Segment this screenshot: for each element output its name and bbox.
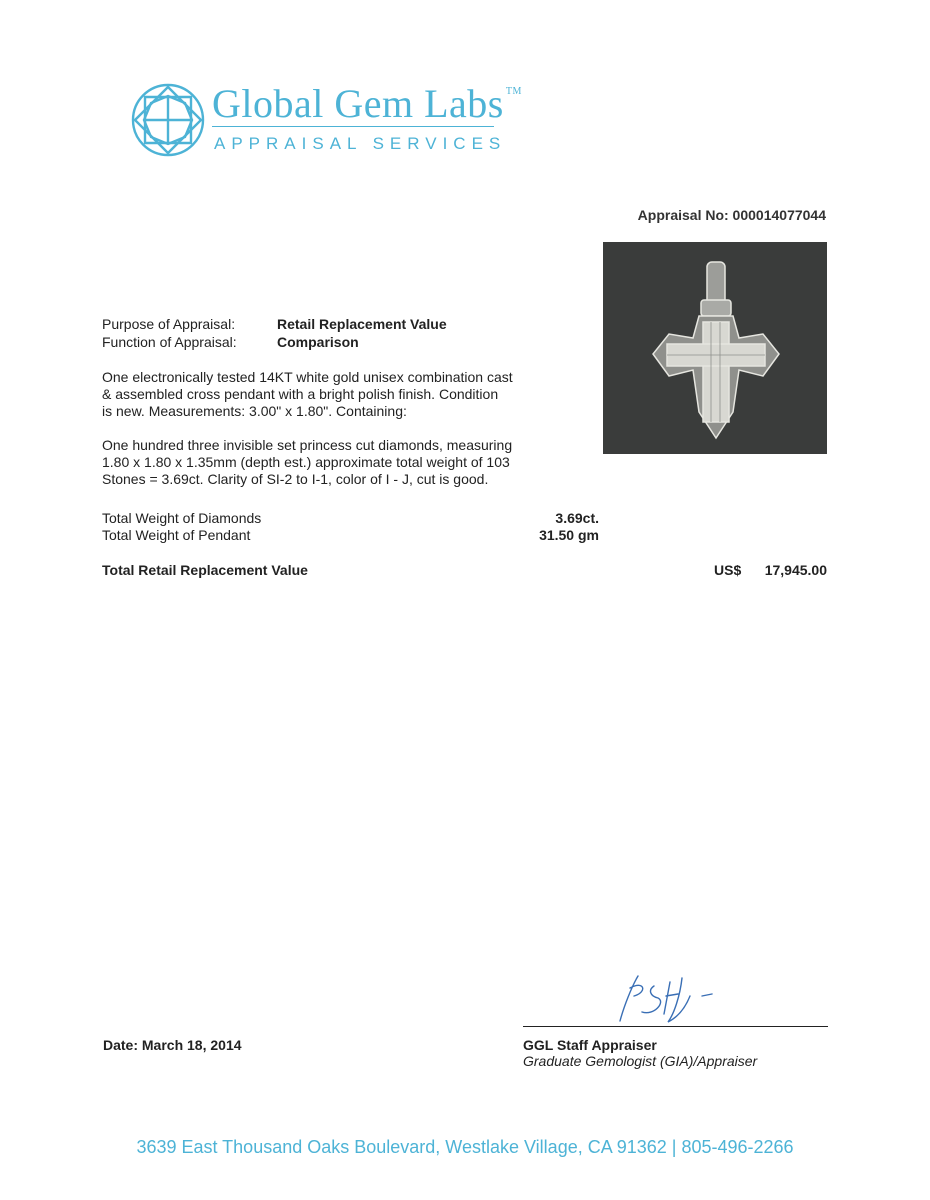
logo-divider	[212, 126, 494, 127]
diamond-description	[102, 437, 562, 488]
signature-line	[523, 1026, 828, 1027]
footer-address: 3639 East Thousand Oaks Boulevard, Westlake Village, CA 91362 | 805-496-2266	[136, 1137, 794, 1157]
currency-label: US$	[714, 562, 742, 578]
signature-image	[610, 966, 730, 1026]
purpose-value: Retail Replacement Value	[277, 316, 447, 332]
pendant-weight-label: Total Weight of Pendant	[102, 527, 251, 543]
diamond-line: Stones = 3.69ct. Clarity of SI-2 to I-1, color of I - J, cut is good.	[102, 471, 489, 487]
retail-value-amount: 17,945.00	[764, 562, 827, 578]
function-label: Function of Appraisal:	[102, 334, 237, 350]
company-name: Global Gem Labs ™	[212, 81, 522, 126]
diamond-line: 1.80 x 1.80 x 1.35mm (depth est.) approximate total weight of 103	[102, 454, 510, 470]
function-value: Comparison	[277, 334, 359, 350]
description-line: is new. Measurements: 3.00" x 1.80". Containing:	[102, 403, 407, 419]
description-line: & assembled cross pendant with a bright polish finish. Condition	[102, 386, 499, 402]
gem-logo-icon	[130, 82, 206, 158]
cross-pendant-icon	[603, 242, 827, 454]
appraisal-date: Date: March 18, 2014	[103, 1037, 242, 1053]
appraiser-credentials: Graduate Gemologist (GIA)/Appraiser	[523, 1053, 758, 1069]
trademark: TM	[505, 86, 522, 97]
pendant-photo	[603, 242, 827, 454]
diamond-weight-value: 3.69ct.	[555, 510, 599, 526]
pendant-weight-value: 31.50 gm	[539, 527, 599, 543]
retail-value-label: Total Retail Replacement Value	[102, 562, 308, 578]
diamond-weight-label: Total Weight of Diamonds	[102, 510, 262, 526]
company-subtitle: APPRAISAL SERVICES	[214, 134, 507, 153]
purpose-label: Purpose of Appraisal:	[102, 316, 236, 332]
description-line: One electronically tested 14KT white gold unisex combination cast	[102, 369, 513, 385]
diamond-line: One hundred three invisible set princess cut diamonds, measuring	[102, 437, 513, 453]
item-description	[102, 369, 562, 420]
appraisal-number: Appraisal No: 000014077044	[637, 207, 826, 223]
appraiser-title: GGL Staff Appraiser	[523, 1037, 657, 1053]
